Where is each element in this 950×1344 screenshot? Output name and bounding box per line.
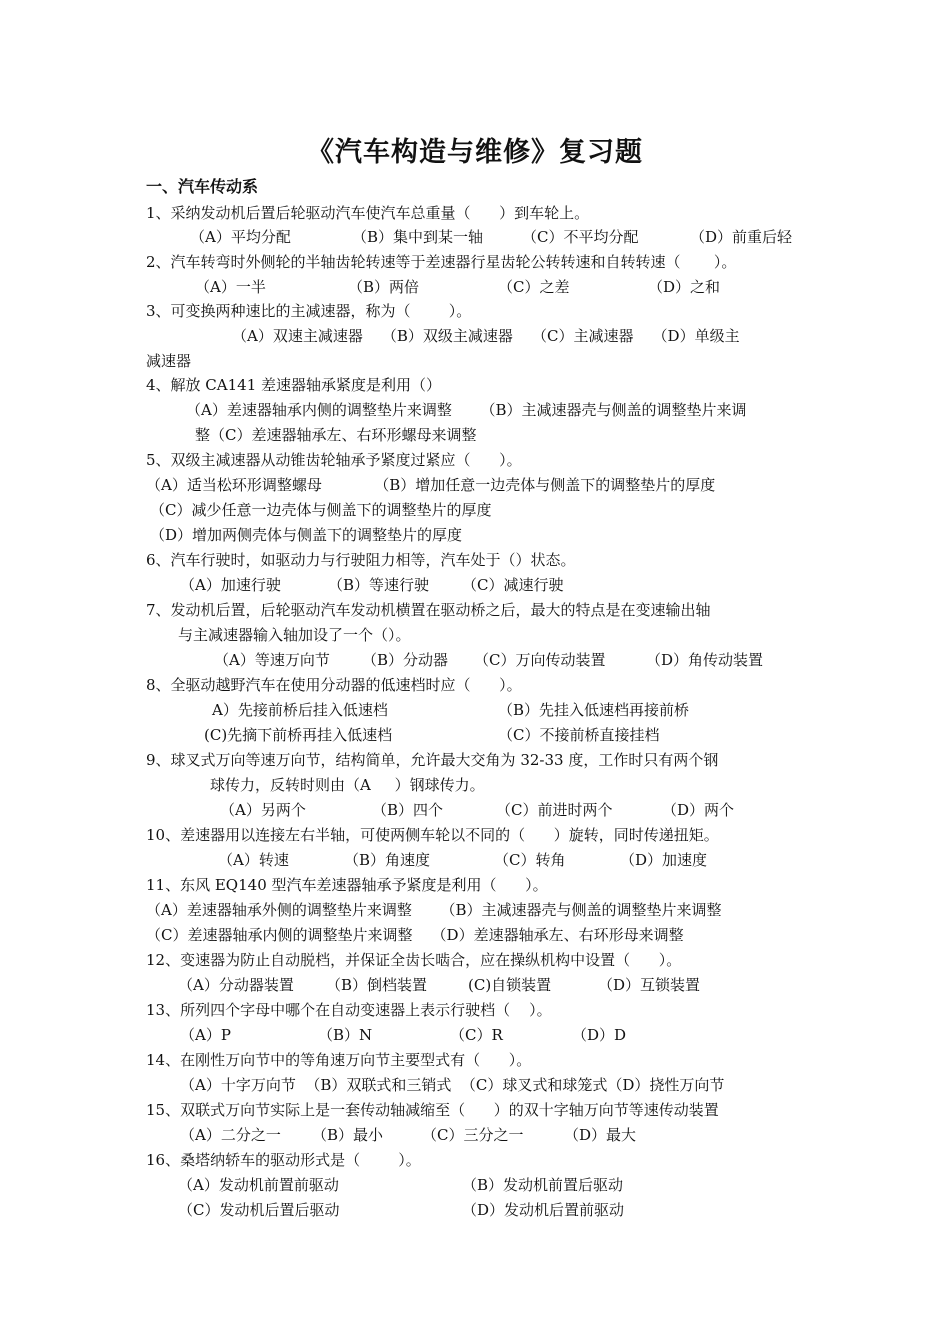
question-13-option-d: （D）D	[572, 1026, 627, 1044]
question-14-options: （A）十字万向节 （B）双联式和三销式 （C）球叉式和球笼式（D）挠性万向节	[180, 1076, 725, 1094]
question-3-options: （A）双速主减速器 （B）双级主减速器 （C）主减速器 （D）单级主	[232, 327, 740, 345]
question-10-option-c: （C）转角	[494, 851, 566, 869]
question-15-option-a: （A）二分之一	[180, 1126, 281, 1144]
question-5-stem: 5、双级主减速器从动锥齿轮轴承予紧度过紧应（ ）。	[146, 451, 522, 469]
question-10-option-b: （B）角速度	[344, 851, 431, 869]
question-10-option-a: （A）转速	[218, 851, 289, 869]
question-4-stem: 4、解放 CA141 差速器轴承紧度是利用（）	[146, 376, 442, 394]
question-11-option-line-1: （A）差速器轴承外侧的调整垫片来调整 （B）主减速器壳与侧盖的调整垫片来调整	[146, 901, 722, 919]
question-2-stem: 2、汽车转弯时外侧轮的半轴齿轮转速等于差速器行星齿轮公转转速和自转转速（ ）。	[146, 253, 737, 271]
question-9-option-b: （B）四个	[372, 801, 444, 819]
question-16-option-d: （D）发动机后置前驱动	[462, 1201, 625, 1219]
question-4-option-line-2: 整（C）差速器轴承左、右环形螺母来调整	[195, 426, 477, 444]
question-9-option-d: （D）两个	[662, 801, 735, 819]
question-7-option-d: （D）角传动装置	[646, 651, 764, 669]
question-4-option-line-1: （A）差速器轴承内侧的调整垫片来调整 （B）主减速器壳与侧盖的调整垫片来调	[186, 401, 747, 419]
question-1-option-d: （D）前重后轻	[690, 228, 793, 246]
question-3-continuation: 减速器	[146, 352, 192, 370]
question-13-option-b: （B）N	[318, 1026, 373, 1044]
question-12-option-d: （D）互锁装置	[598, 976, 701, 994]
question-14-stem: 14、在刚性万向节中的等角速万向节主要型式有（ ）。	[146, 1051, 532, 1069]
question-10-option-d: （D）加速度	[620, 851, 708, 869]
question-8-option-b: （B）先挂入低速档再接前桥	[498, 701, 690, 719]
question-15-stem: 15、双联式万向节实际上是一套传动轴减缩至（ ）的双十字轴万向节等速传动装置	[146, 1101, 719, 1119]
question-1-option-c: （C）不平均分配	[522, 228, 639, 246]
question-7-option-c: （C）万向传动装置	[474, 651, 606, 669]
question-1-option-b: （B）集中到某一轴	[352, 228, 484, 246]
question-8-stem: 8、全驱动越野汽车在使用分动器的低速档时应（ ）。	[146, 676, 522, 694]
question-7-continuation: 与主减速器输入轴加设了一个（）。	[178, 626, 411, 644]
question-6-option-b: （B）等速行驶	[328, 576, 430, 594]
document-title: 《汽车构造与维修》复习题	[307, 137, 643, 168]
question-9-option-c: （C）前进时两个	[496, 801, 613, 819]
question-12-stem: 12、变速器为防止自动脱档，并保证全齿长啮合，应在操纵机构中设置（ ）。	[146, 951, 682, 969]
question-16-option-a: （A）发动机前置前驱动	[178, 1176, 339, 1194]
question-10-stem: 10、差速器用以连接左右半轴，可使两侧车轮以不同的（ ）旋转，同时传递扭矩。	[146, 826, 719, 844]
question-5-option-line-3: （D）增加两侧壳体与侧盖下的调整垫片的厚度	[150, 526, 463, 544]
question-9-option-a: （A）另两个	[220, 801, 306, 819]
question-8-option-c: (C)先摘下前桥再挂入低速档	[204, 726, 393, 744]
question-16-stem: 16、桑塔纳轿车的驱动形式是（ ）。	[146, 1151, 421, 1169]
question-6-option-c: （C）减速行驶	[462, 576, 564, 594]
question-16-option-c: （C）发动机后置后驱动	[178, 1201, 340, 1219]
question-6-stem: 6、汽车行驶时，如驱动力与行驶阻力相等，汽车处于（）状态。	[146, 551, 576, 569]
question-11-stem: 11、东风 EQ140 型汽车差速器轴承予紧度是利用（ ）。	[146, 876, 548, 894]
question-2-option-c: （C）之差	[498, 278, 570, 296]
question-8-option-d: （C）不接前桥直接挂档	[498, 726, 660, 744]
question-9-stem: 9、球叉式万向等速万向节，结构简单，允许最大交角为 32-33 度，工作时只有两个钢	[146, 751, 719, 769]
question-5-option-line-1: （A）适当松环形调整螺母 （B）增加任意一边壳体与侧盖下的调整垫片的厚度	[146, 476, 716, 494]
question-7-stem: 7、发动机后置，后轮驱动汽车发动机横置在驱动桥之后，最大的特点是在变速输出轴	[146, 601, 711, 619]
question-9-continuation: 球传力，反转时则由（A ）钢球传力。	[210, 776, 485, 794]
question-2-option-d: （D）之和	[648, 278, 721, 296]
question-2-option-b: （B）两倍	[348, 278, 420, 296]
question-15-option-d: （D）最大	[564, 1126, 637, 1144]
question-12-option-c: (C)自锁装置	[468, 976, 552, 994]
question-5-option-line-2: （C）减少任意一边壳体与侧盖下的调整垫片的厚度	[150, 501, 492, 519]
question-15-option-c: （C）三分之一	[422, 1126, 524, 1144]
question-11-option-line-2: （C）差速器轴承内侧的调整垫片来调整 （D）差速器轴承左、右环形母来调整	[146, 926, 684, 944]
question-1-option-a: （A）平均分配	[190, 228, 291, 246]
section-heading: 一、汽车传动系	[146, 177, 259, 196]
question-13-stem: 13、所列四个字母中哪个在自动变速器上表示行驶档（ ）。	[146, 1001, 552, 1019]
question-2-option-a: （A）一半	[195, 278, 266, 296]
question-13-option-a: （A）P	[180, 1026, 231, 1044]
question-12-option-a: （A）分动器装置	[178, 976, 294, 994]
question-16-option-b: （B）发动机前置后驱动	[462, 1176, 624, 1194]
question-6-option-a: （A）加速行驶	[180, 576, 281, 594]
question-7-option-b: （B）分动器	[362, 651, 449, 669]
question-1-stem: 1、采纳发动机后置后轮驱动汽车使汽车总重量（ ）到车轮上。	[146, 204, 590, 222]
question-15-option-b: （B）最小	[312, 1126, 384, 1144]
question-13-option-c: （C）R	[450, 1026, 503, 1044]
question-7-option-a: （A）等速万向节	[214, 651, 330, 669]
question-8-option-a: A）先接前桥后挂入低速档	[212, 701, 388, 719]
question-12-option-b: （B）倒档装置	[326, 976, 428, 994]
question-3-stem: 3、可变换两种速比的主减速器，称为（ ）。	[146, 302, 472, 320]
